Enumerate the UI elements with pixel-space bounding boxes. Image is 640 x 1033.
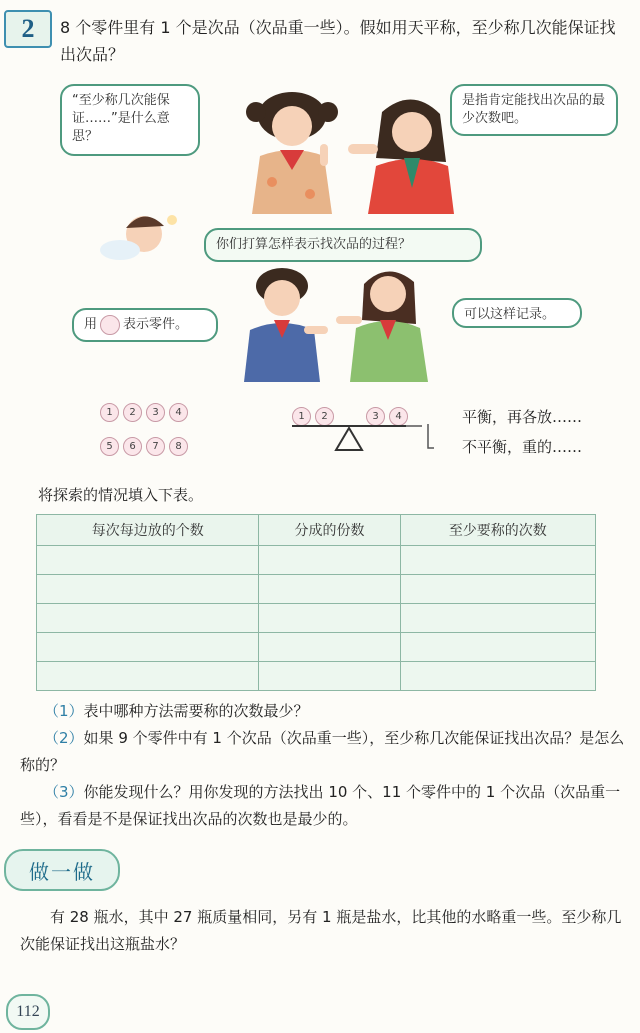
problem-number: 2 — [21, 14, 35, 43]
table-cell[interactable] — [400, 662, 595, 691]
part-circle: 5 — [100, 437, 119, 456]
table-cell[interactable] — [37, 575, 259, 604]
table-cell[interactable] — [259, 575, 400, 604]
question-number: （3） — [44, 783, 84, 801]
table-cell[interactable] — [259, 546, 400, 575]
parts-row-1 — [100, 400, 192, 422]
table-cell[interactable] — [259, 662, 400, 691]
table-cell[interactable] — [259, 633, 400, 662]
table-cell[interactable] — [259, 604, 400, 633]
table-cell[interactable] — [400, 633, 595, 662]
part-circle-icon — [100, 315, 120, 335]
column-header: 每次每边放的个数 — [37, 515, 259, 546]
parts-grid — [100, 400, 192, 456]
practice-problem: 有 28 瓶水，其中 27 瓶质量相同，另有 1 瓶是盐水，比其他的水略重一些。至少称几次能保证找出这瓶盐水？ — [20, 908, 622, 953]
balance-left-pan — [292, 404, 338, 426]
parts-row-2 — [100, 434, 192, 456]
table-cell[interactable] — [37, 604, 259, 633]
part-circle: 6 — [123, 437, 142, 456]
part-circle: 3 — [366, 407, 385, 426]
table-header-row — [37, 515, 596, 546]
table-row — [37, 546, 596, 575]
question-number: （1） — [44, 702, 84, 720]
speech-bubble-process: 你们打算怎样表示找次品的过程？ — [204, 228, 482, 262]
part-circle: 4 — [169, 403, 188, 422]
table-row — [37, 633, 596, 662]
speech-bubble-circle-notation — [72, 308, 218, 342]
part-circle: 1 — [100, 403, 119, 422]
table-cell[interactable] — [400, 575, 595, 604]
bubble-suffix: 表示零件。 — [123, 317, 189, 332]
girl-illustration-left — [222, 86, 362, 214]
speech-bubble-question: “至少称几次能保证……”是什么意思？ — [60, 84, 200, 156]
table-cell[interactable] — [400, 546, 595, 575]
part-circle: 4 — [389, 407, 408, 426]
girl-illustration-right — [342, 92, 462, 214]
balance-right-pan — [366, 404, 412, 426]
question-text: 如果 9 个零件中有 1 个次品（次品重一些），至少称几次能保证找出次品？是怎么称的？ — [20, 729, 625, 774]
bubble-prefix: 用 — [84, 317, 98, 332]
column-header: 至少要称的次数 — [400, 515, 595, 546]
table-row — [37, 604, 596, 633]
question-text: 你能发现什么？用你发现的方法找出 10 个、11 个零件中的 1 个次品（次品重一些），看看是不是保证找出次品的次数也是最少的。 — [20, 783, 621, 828]
girl-illustration-recorder — [336, 260, 440, 382]
cartoon-sprite-illustration — [94, 206, 180, 270]
balance-scale-icon — [288, 424, 448, 454]
table-row — [37, 575, 596, 604]
outcome-balanced: 平衡，再各放…… — [462, 408, 583, 426]
table-instruction: 将探索的情况填入下表。 — [38, 486, 204, 504]
part-circle: 1 — [292, 407, 311, 426]
part-circle: 2 — [123, 403, 142, 422]
practice-section-badge — [4, 849, 120, 891]
part-circle: 8 — [169, 437, 188, 456]
page-number-badge — [6, 994, 50, 1030]
outcome-unbalanced: 不平衡，重的…… — [462, 438, 583, 456]
exploration-table — [36, 514, 596, 691]
table-cell[interactable] — [37, 662, 259, 691]
table-cell[interactable] — [37, 633, 259, 662]
problem-number-badge — [4, 10, 52, 48]
boy-illustration — [238, 264, 330, 382]
question-3 — [20, 779, 625, 833]
column-header: 分成的份数 — [259, 515, 400, 546]
part-circle: 3 — [146, 403, 165, 422]
question-number: （2） — [44, 729, 84, 747]
practice-section-label: 做一做 — [29, 859, 95, 884]
question-1 — [20, 698, 625, 725]
part-circle: 2 — [315, 407, 334, 426]
table-row — [37, 662, 596, 691]
question-text: 表中哪种方法需要称的次数最少？ — [83, 702, 309, 720]
problem-statement: 8 个零件里有 1 个是次品（次品重一些）。假如用天平称，至少称几次能保证找出次品？ — [60, 18, 616, 64]
speech-bubble-answer: 是指肯定能找出次品的最少次数吧。 — [450, 84, 618, 136]
table-cell[interactable] — [400, 604, 595, 633]
part-circle: 7 — [146, 437, 165, 456]
speech-bubble-record: 可以这样记录。 — [452, 298, 582, 328]
table-cell[interactable] — [37, 546, 259, 575]
question-2 — [20, 725, 625, 779]
page-number: 112 — [16, 1003, 40, 1020]
